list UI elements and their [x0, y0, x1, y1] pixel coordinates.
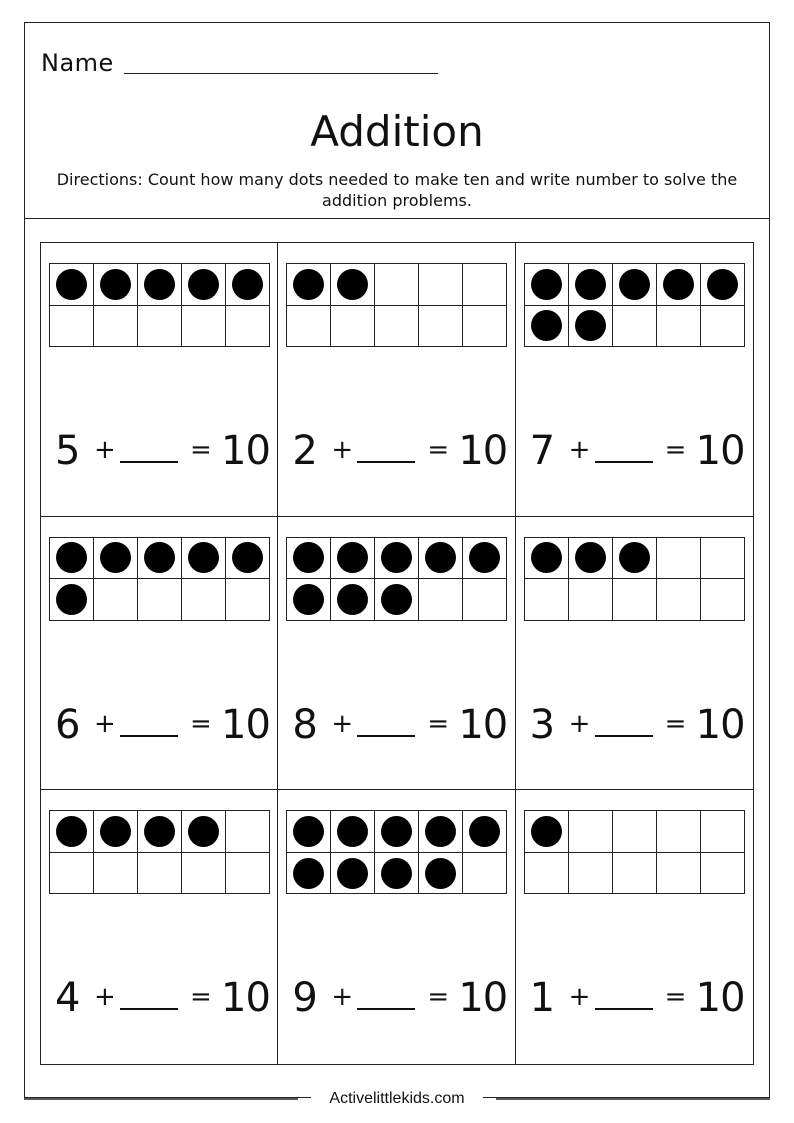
ten-frame-box	[94, 811, 138, 853]
ten-frame-box	[226, 811, 270, 853]
ten-frame-box	[463, 264, 507, 306]
equation-total: 10	[458, 701, 508, 748]
ten-frame-box	[419, 264, 463, 306]
equation-addend: 8	[292, 701, 318, 748]
answer-blank[interactable]	[595, 735, 653, 737]
answer-blank[interactable]	[120, 1008, 178, 1010]
plus-sign: +	[331, 435, 354, 465]
equation	[292, 973, 510, 1023]
ten-frame-box	[94, 306, 138, 348]
equation-addend: 6	[55, 701, 81, 748]
ten-frame-box	[613, 853, 657, 895]
ten-frame-box	[419, 306, 463, 348]
ten-frame	[524, 810, 745, 894]
ten-frame-box	[701, 306, 745, 348]
ten-frame-box	[419, 538, 463, 580]
equation	[292, 426, 510, 476]
problem-cell	[278, 243, 515, 517]
equation-addend: 3	[529, 701, 556, 748]
ten-frame-box	[331, 306, 375, 348]
name-label: Name	[41, 49, 114, 77]
footer-site-label: Activelittlekids.com	[311, 1087, 482, 1111]
ten-frame-box	[525, 853, 569, 895]
equation	[55, 426, 273, 476]
dot-icon	[293, 269, 324, 300]
ten-frame-box	[613, 811, 657, 853]
dot-icon	[425, 858, 456, 889]
ten-frame-box	[375, 264, 419, 306]
name-row	[41, 49, 438, 77]
equation-addend: 1	[529, 975, 556, 1022]
ten-frame-box	[657, 306, 701, 348]
dot-icon	[381, 542, 412, 573]
ten-frame-box	[138, 264, 182, 306]
name-write-line[interactable]	[124, 73, 438, 74]
ten-frame-box	[331, 579, 375, 621]
ten-frame-box	[613, 579, 657, 621]
dot-icon	[144, 542, 175, 573]
ten-frame-box	[525, 306, 569, 348]
problem-grid	[40, 242, 754, 1065]
problem-cell	[278, 790, 515, 1064]
dot-icon	[100, 269, 131, 300]
directions-text: Directions: Count how many dots needed to make ten and write number to solve the addition problems.	[56, 170, 738, 210]
ten-frame-box	[50, 538, 94, 580]
ten-frame	[49, 537, 270, 621]
dot-icon	[425, 542, 456, 573]
problem-cell	[516, 790, 753, 1064]
equals-sign: =	[664, 708, 687, 739]
dot-icon	[619, 542, 650, 573]
ten-frame-box	[657, 811, 701, 853]
ten-frame-box	[226, 853, 270, 895]
ten-frame-box	[287, 264, 331, 306]
ten-frame-box	[569, 811, 613, 853]
dot-icon	[575, 269, 606, 300]
equals-sign: =	[427, 982, 450, 1013]
ten-frame-box	[226, 306, 270, 348]
ten-frame-box	[375, 853, 419, 895]
answer-blank[interactable]	[595, 1008, 653, 1010]
ten-frame-box	[613, 264, 657, 306]
plus-sign: +	[94, 708, 116, 739]
ten-frame-box	[138, 853, 182, 895]
dot-icon	[144, 816, 175, 847]
dot-icon	[100, 542, 131, 573]
ten-frame-box	[226, 538, 270, 580]
dot-icon	[337, 816, 368, 847]
ten-frame-box	[525, 264, 569, 306]
ten-frame-box	[138, 811, 182, 853]
plus-sign: +	[331, 708, 354, 739]
dot-icon	[663, 269, 694, 300]
dot-icon	[531, 310, 562, 341]
answer-blank[interactable]	[357, 1008, 415, 1010]
dot-icon	[381, 858, 412, 889]
ten-frame-box	[331, 264, 375, 306]
equation	[55, 700, 273, 750]
ten-frame-box	[701, 853, 745, 895]
dot-icon	[293, 542, 324, 573]
ten-frame-box	[94, 538, 138, 580]
ten-frame-box	[50, 264, 94, 306]
ten-frame-box	[287, 538, 331, 580]
dot-icon	[232, 542, 263, 573]
ten-frame-box	[375, 538, 419, 580]
equation-total: 10	[221, 701, 270, 748]
problem-cell	[278, 517, 515, 791]
ten-frame-box	[182, 306, 226, 348]
answer-blank[interactable]	[357, 735, 415, 737]
ten-frame-box	[525, 811, 569, 853]
equation	[530, 426, 748, 476]
dot-icon	[232, 269, 263, 300]
ten-frame-box	[613, 538, 657, 580]
ten-frame-box	[419, 811, 463, 853]
ten-frame-box	[525, 538, 569, 580]
equals-sign: =	[190, 982, 212, 1013]
dot-icon	[293, 816, 324, 847]
worksheet-header	[25, 23, 769, 219]
ten-frame-box	[463, 538, 507, 580]
dot-icon	[531, 542, 562, 573]
ten-frame-box	[287, 811, 331, 853]
problem-cell	[516, 517, 753, 791]
ten-frame	[49, 263, 270, 347]
dot-icon	[425, 816, 456, 847]
answer-blank[interactable]	[120, 735, 178, 737]
equation-addend: 4	[55, 975, 81, 1022]
ten-frame-box	[94, 264, 138, 306]
dot-icon	[619, 269, 650, 300]
plus-sign: +	[94, 982, 116, 1013]
ten-frame	[524, 263, 745, 347]
problem-cell	[41, 790, 278, 1064]
equals-sign: =	[664, 982, 687, 1013]
ten-frame-box	[375, 811, 419, 853]
problem-cell	[516, 243, 753, 517]
problem-cell	[41, 243, 278, 517]
ten-frame-box	[701, 264, 745, 306]
footer	[24, 1087, 770, 1111]
ten-frame-box	[138, 306, 182, 348]
page-title: Addition	[310, 107, 484, 156]
ten-frame-box	[613, 306, 657, 348]
dot-icon	[100, 816, 131, 847]
dot-icon	[188, 269, 219, 300]
ten-frame-box	[182, 264, 226, 306]
dot-icon	[188, 542, 219, 573]
ten-frame-box	[226, 264, 270, 306]
dot-icon	[469, 816, 500, 847]
dot-icon	[337, 858, 368, 889]
equals-sign: =	[190, 435, 212, 465]
ten-frame-box	[525, 579, 569, 621]
dot-icon	[469, 542, 500, 573]
ten-frame-box	[50, 306, 94, 348]
ten-frame-box	[138, 579, 182, 621]
equation	[530, 700, 748, 750]
dot-icon	[531, 816, 562, 847]
dot-icon	[707, 269, 738, 300]
ten-frame-box	[701, 538, 745, 580]
ten-frame-box	[463, 811, 507, 853]
ten-frame-box	[94, 579, 138, 621]
dot-icon	[56, 542, 87, 573]
plus-sign: +	[94, 435, 116, 465]
ten-frame-box	[463, 579, 507, 621]
ten-frame-box	[569, 306, 613, 348]
ten-frame-box	[94, 853, 138, 895]
ten-frame-box	[331, 538, 375, 580]
plus-sign: +	[568, 435, 591, 465]
ten-frame	[524, 537, 745, 621]
ten-frame-box	[287, 306, 331, 348]
dot-icon	[337, 269, 368, 300]
dot-icon	[293, 858, 324, 889]
ten-frame-box	[569, 853, 613, 895]
ten-frame-box	[50, 579, 94, 621]
dot-icon	[575, 542, 606, 573]
equation-addend: 2	[292, 428, 318, 474]
dot-icon	[337, 584, 368, 615]
ten-frame-box	[138, 538, 182, 580]
answer-blank[interactable]	[595, 461, 653, 463]
dot-icon	[56, 816, 87, 847]
ten-frame-box	[657, 853, 701, 895]
ten-frame-box	[226, 579, 270, 621]
ten-frame-box	[701, 579, 745, 621]
dot-icon	[531, 269, 562, 300]
ten-frame-box	[182, 811, 226, 853]
dot-icon	[293, 584, 324, 615]
ten-frame-box	[657, 579, 701, 621]
ten-frame-box	[657, 264, 701, 306]
equals-sign: =	[190, 708, 212, 739]
ten-frame	[49, 810, 270, 894]
ten-frame-box	[569, 579, 613, 621]
plus-sign: +	[568, 982, 591, 1013]
equation	[530, 973, 748, 1023]
answer-blank[interactable]	[357, 461, 415, 463]
equation-total: 10	[695, 975, 745, 1022]
equation-total: 10	[458, 975, 508, 1022]
equation	[292, 700, 510, 750]
plus-sign: +	[568, 708, 591, 739]
dot-icon	[144, 269, 175, 300]
ten-frame-box	[287, 579, 331, 621]
ten-frame-box	[701, 811, 745, 853]
equation	[55, 973, 273, 1023]
ten-frame-box	[419, 579, 463, 621]
ten-frame-box	[463, 306, 507, 348]
equation-total: 10	[458, 428, 508, 474]
dot-icon	[381, 584, 412, 615]
dot-icon	[56, 584, 87, 615]
ten-frame-box	[569, 264, 613, 306]
ten-frame-box	[182, 579, 226, 621]
ten-frame-box	[50, 853, 94, 895]
ten-frame	[286, 537, 507, 621]
equals-sign: =	[427, 435, 450, 465]
equation-total: 10	[695, 701, 745, 748]
answer-blank[interactable]	[120, 461, 178, 463]
ten-frame-box	[182, 538, 226, 580]
ten-frame-box	[419, 853, 463, 895]
equation-addend: 9	[292, 975, 318, 1022]
ten-frame-box	[463, 853, 507, 895]
equation-total: 10	[221, 428, 270, 474]
ten-frame-box	[375, 306, 419, 348]
ten-frame-box	[287, 853, 331, 895]
dot-icon	[575, 310, 606, 341]
worksheet	[24, 22, 770, 1098]
ten-frame-box	[50, 811, 94, 853]
dot-icon	[56, 269, 87, 300]
plus-sign: +	[331, 982, 354, 1013]
ten-frame-box	[657, 538, 701, 580]
equation-total: 10	[221, 975, 270, 1022]
ten-frame-box	[182, 853, 226, 895]
ten-frame	[286, 810, 507, 894]
ten-frame-box	[331, 853, 375, 895]
equation-addend: 7	[529, 428, 556, 474]
equals-sign: =	[427, 708, 450, 739]
ten-frame-box	[331, 811, 375, 853]
equation-total: 10	[695, 428, 745, 474]
ten-frame-box	[569, 538, 613, 580]
ten-frame-box	[375, 579, 419, 621]
equation-addend: 5	[55, 428, 81, 474]
dot-icon	[188, 816, 219, 847]
dot-icon	[381, 816, 412, 847]
ten-frame	[286, 263, 507, 347]
equals-sign: =	[664, 435, 687, 465]
problem-cell	[41, 517, 278, 791]
dot-icon	[337, 542, 368, 573]
